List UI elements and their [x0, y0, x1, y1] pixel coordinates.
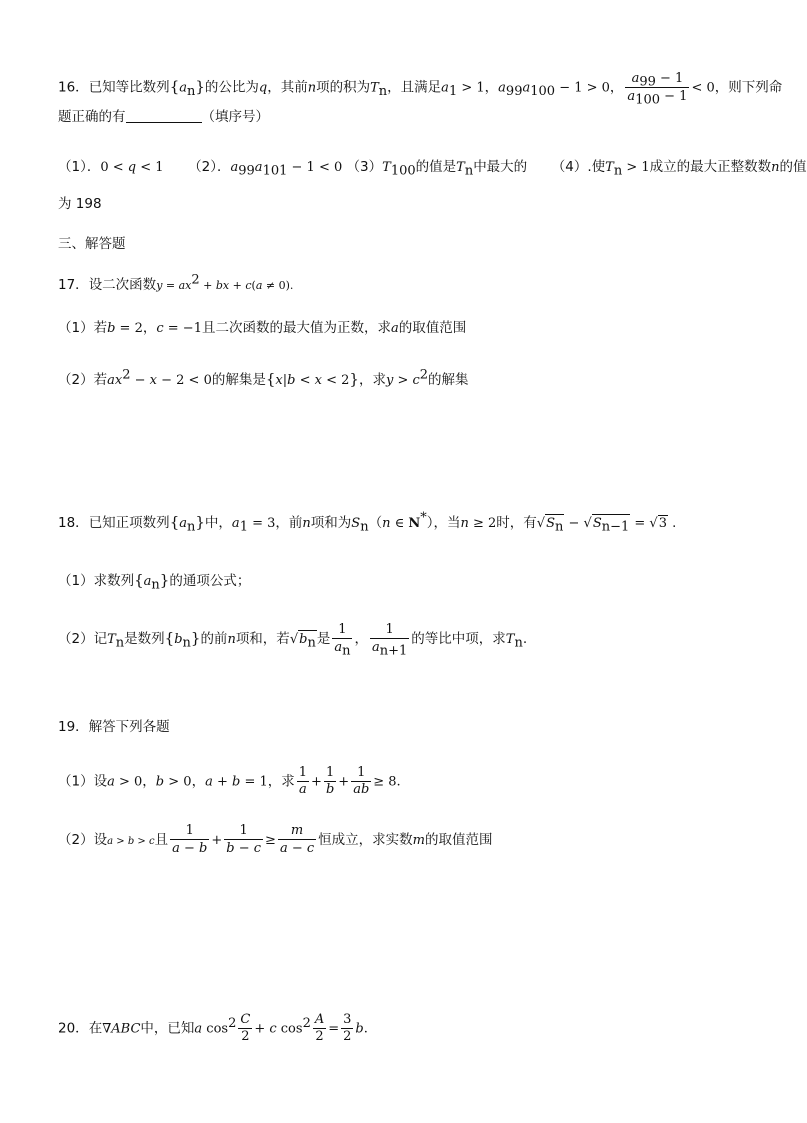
text: ），当 [426, 515, 461, 531]
math: c [245, 279, 252, 292]
math: a [107, 836, 114, 847]
math: − 1 > 0 [555, 80, 610, 96]
text: ，前 [275, 515, 303, 531]
math: a [441, 80, 449, 96]
math: . [668, 516, 677, 531]
math: 101 [262, 163, 288, 179]
math: 99 [238, 163, 255, 179]
math: > [113, 836, 128, 847]
math: T [605, 160, 614, 175]
text: 的等比中项，求 [411, 631, 506, 647]
text: 已知正项数列 [88, 515, 170, 531]
text: 的通项公式； [169, 573, 251, 589]
math: cos [202, 1021, 229, 1037]
math: b [232, 774, 241, 790]
math: a [522, 80, 531, 96]
math: a [205, 774, 213, 790]
text: 的取值范围 [398, 320, 467, 336]
text: （2）若 [58, 372, 108, 388]
math: − √ [564, 516, 592, 531]
math: a [179, 516, 187, 531]
text: 的取值范围 [424, 832, 493, 848]
math: > 0 [164, 774, 192, 790]
math: − 2 < 0 [156, 373, 212, 388]
q19-part1: （1）设a > 0，b > 0，a + b = 1，求 $\frac{1}{a}$ + $\frac{1}{b}$ + $\frac{1}{ab}$ ≥ 8. [58, 765, 401, 797]
math: n [514, 635, 523, 651]
math: > 1 [457, 80, 485, 96]
math: { [169, 77, 180, 96]
q16-number: 16． [58, 79, 89, 96]
text: 中最大的 [473, 159, 528, 175]
text: 项的积为 [316, 79, 371, 96]
answer-blank[interactable] [126, 108, 202, 123]
math: b [287, 373, 296, 388]
math: n [187, 84, 196, 100]
q18-line1 [58, 512, 676, 534]
math: ≥ 8. [373, 774, 401, 790]
math: √ [536, 516, 546, 531]
q17-number: 17． [58, 277, 89, 293]
text: （4）.使 [551, 159, 606, 175]
fraction: $\frac{C}{2}$ [240, 1012, 251, 1044]
math: √ [289, 632, 299, 647]
math: − 1 < 0 [287, 160, 343, 175]
math: n [460, 516, 469, 531]
math: + [211, 833, 223, 848]
math: y [385, 373, 394, 388]
text: 且二次函数的最大值为正数，求 [201, 320, 391, 336]
text: （3） [346, 159, 383, 175]
text: （1）求数列 [58, 573, 135, 589]
text: 项和为 [310, 515, 352, 531]
text: 中， [204, 515, 232, 531]
math: q [127, 160, 137, 175]
math: S [351, 516, 361, 531]
math: { [134, 571, 144, 589]
math: 2 [419, 367, 429, 383]
math: a [143, 574, 152, 589]
fraction: $\frac{1}{a_n}$ [334, 622, 351, 659]
text: （1）若 [58, 320, 108, 336]
text: 中，已知 [140, 1020, 195, 1037]
q18-part1 [58, 570, 250, 592]
math: n [182, 635, 191, 651]
math: n [360, 519, 369, 535]
text: 的解集是 [211, 372, 266, 388]
math: b [355, 1021, 364, 1037]
text: ，则下列命 [714, 79, 783, 96]
math: 1 [448, 84, 458, 100]
math: < 0 [691, 80, 715, 96]
math: ∈ N [390, 516, 421, 531]
text: 是 [316, 631, 331, 647]
math: b [127, 836, 135, 847]
text: （1）设 [58, 773, 108, 790]
q16-line2 [58, 107, 269, 127]
math: n [302, 516, 311, 531]
math: } [159, 571, 170, 589]
text: （ [368, 515, 383, 531]
q18-part2 [58, 622, 528, 659]
math: T [370, 80, 379, 96]
math: ABC [111, 1021, 141, 1037]
q19-line1 [58, 717, 170, 737]
math: ( [251, 279, 256, 292]
math: ax [107, 373, 123, 388]
text: ，且满足 [387, 79, 442, 96]
math: { [169, 513, 180, 531]
math: * [420, 510, 427, 526]
q18-number: 18． [58, 515, 89, 531]
math: $b_n$ [299, 632, 316, 651]
text: 解答下列各题 [88, 719, 170, 735]
text: 且 [154, 832, 169, 848]
math: cos [276, 1021, 303, 1037]
math: n [382, 516, 391, 531]
math: n [307, 80, 317, 96]
math: x [314, 373, 322, 388]
math: n [187, 519, 196, 535]
math: n [771, 160, 780, 175]
math: T [107, 632, 116, 647]
math: a [230, 160, 239, 175]
text: ，求 [267, 773, 295, 790]
text: 的解集 [428, 372, 469, 388]
math: = [328, 1021, 340, 1037]
math: bx [215, 279, 230, 292]
q19-part2 [58, 823, 492, 857]
math: c [412, 373, 420, 388]
fraction: $\frac{A}{2}$ [314, 1012, 325, 1044]
math: b [174, 632, 183, 647]
q20-number: 20． [58, 1020, 89, 1037]
math: 2 [228, 1016, 237, 1031]
math: x [275, 373, 283, 388]
math: 2 [122, 367, 131, 383]
math: a [107, 774, 115, 790]
math: T [382, 160, 391, 175]
math: n [464, 163, 474, 179]
math: ≥ [265, 833, 276, 848]
fraction: $\frac{m}{a - c}$ [279, 823, 315, 856]
math: = −1 [163, 321, 202, 336]
math: ax [178, 279, 192, 292]
math: n [227, 632, 236, 647]
math: > 1 [622, 160, 650, 175]
text: 设二次函数 [88, 277, 157, 293]
text: ， [142, 320, 157, 336]
text: （2）设 [58, 832, 108, 848]
math: . [363, 1021, 368, 1037]
math: = 2 [115, 321, 143, 336]
fraction: $\frac{1}{a - b}$ [172, 823, 208, 856]
math: = √ [630, 516, 658, 531]
math: $S_{n-1}$ [592, 516, 630, 535]
math: + [229, 279, 246, 292]
math: c [148, 836, 155, 847]
q19-number: 19． [58, 719, 89, 735]
fraction: $\frac{1}{a_{n+1}}$ [371, 622, 408, 659]
math: q [258, 80, 268, 96]
math: = 1 [240, 774, 268, 790]
text: 恒成立，求实数 [318, 832, 413, 848]
q17-part1 [58, 318, 466, 339]
math: } [195, 513, 205, 531]
q16-options [58, 157, 807, 178]
math: b [155, 774, 165, 790]
q17-part2 [58, 369, 469, 391]
math: } [190, 629, 201, 647]
text: （2）记 [58, 631, 108, 647]
text: 的前 [200, 631, 228, 647]
math: a [194, 1021, 203, 1037]
math: < 1 [136, 160, 164, 175]
math: a [498, 80, 506, 96]
text: 项和，若 [235, 631, 290, 647]
text: 已知等比数列 [88, 79, 170, 96]
math: + [212, 774, 232, 790]
math: 99 [505, 84, 523, 100]
math: 2 [191, 272, 200, 288]
fraction: $\frac{3}{2}$ [343, 1012, 352, 1044]
math: $S_n$ [546, 516, 564, 535]
math: n [378, 84, 388, 100]
text: ，其前 [267, 79, 308, 96]
math: x [149, 373, 157, 388]
text: 是数列 [124, 631, 165, 647]
math: < [295, 373, 315, 388]
math: T [505, 632, 515, 647]
fraction: $\frac{a_{99} - 1}{a_{100} - 1}$ [627, 71, 688, 108]
math: } [349, 370, 359, 388]
text: 为 198 [58, 196, 102, 212]
math: ≠ 0). [262, 279, 294, 292]
text: ， [609, 79, 624, 96]
fraction: $\frac{1}{a}$ [298, 765, 308, 797]
text: 在 [88, 1020, 103, 1037]
text: （1）． [58, 159, 101, 175]
math: > 0 [114, 774, 143, 790]
math: a [231, 516, 240, 531]
fraction: $\frac{1}{ab}$ [353, 765, 370, 797]
math: 100 [530, 84, 556, 100]
math: 100 [390, 163, 416, 179]
math: < 2 [321, 373, 350, 388]
fraction: $\frac{1}{b}$ [325, 765, 335, 797]
math: > [393, 373, 413, 388]
text: 题正确的有 [58, 109, 126, 125]
math: a [255, 279, 263, 292]
fraction: $\frac{1}{b - c}$ [226, 823, 262, 856]
math: ∇ [102, 1021, 112, 1037]
math: | [282, 373, 288, 388]
math: n [151, 577, 160, 593]
math: a [254, 160, 263, 175]
math: m [412, 833, 425, 848]
q16-line1 [58, 70, 783, 108]
text: 的值 [779, 159, 807, 175]
math: + [311, 774, 322, 790]
math: y [156, 279, 163, 292]
math: a [179, 80, 187, 96]
math: c [156, 321, 164, 336]
text: （填序号） [201, 109, 269, 125]
q16-line4 [58, 194, 102, 214]
math: + [338, 774, 350, 790]
math: = [162, 279, 179, 292]
math: c [269, 1021, 277, 1037]
text: 的值是 [415, 159, 457, 175]
math: + [199, 279, 216, 292]
text: . [522, 631, 528, 647]
q17-line1 [58, 272, 294, 296]
math: T [456, 160, 465, 175]
math: 1 [239, 519, 248, 535]
math: 3 [658, 516, 667, 531]
math: ≥ 2 [468, 516, 497, 531]
section-heading: 三、解答题 [58, 236, 126, 252]
math: = 3 [247, 516, 276, 531]
math: { [265, 370, 276, 388]
math: 0 < [100, 160, 128, 175]
text: 时，有 [496, 515, 537, 531]
math: n [115, 635, 125, 651]
text: ， [484, 79, 499, 96]
math: − [130, 373, 150, 388]
math: 2 [302, 1016, 311, 1031]
q20-line1 [58, 1012, 368, 1045]
text: ， [354, 631, 368, 647]
math: } [195, 77, 205, 96]
text: （2）． [188, 159, 231, 175]
text: 成立的最大正整数数 [649, 159, 772, 175]
math: + [254, 1021, 270, 1037]
math: b [107, 321, 116, 336]
text: 的公比为 [204, 79, 259, 96]
math: n [613, 163, 623, 179]
math: > [134, 836, 149, 847]
math: a [390, 321, 399, 336]
text: ，求 [358, 372, 386, 388]
math: { [164, 629, 175, 647]
